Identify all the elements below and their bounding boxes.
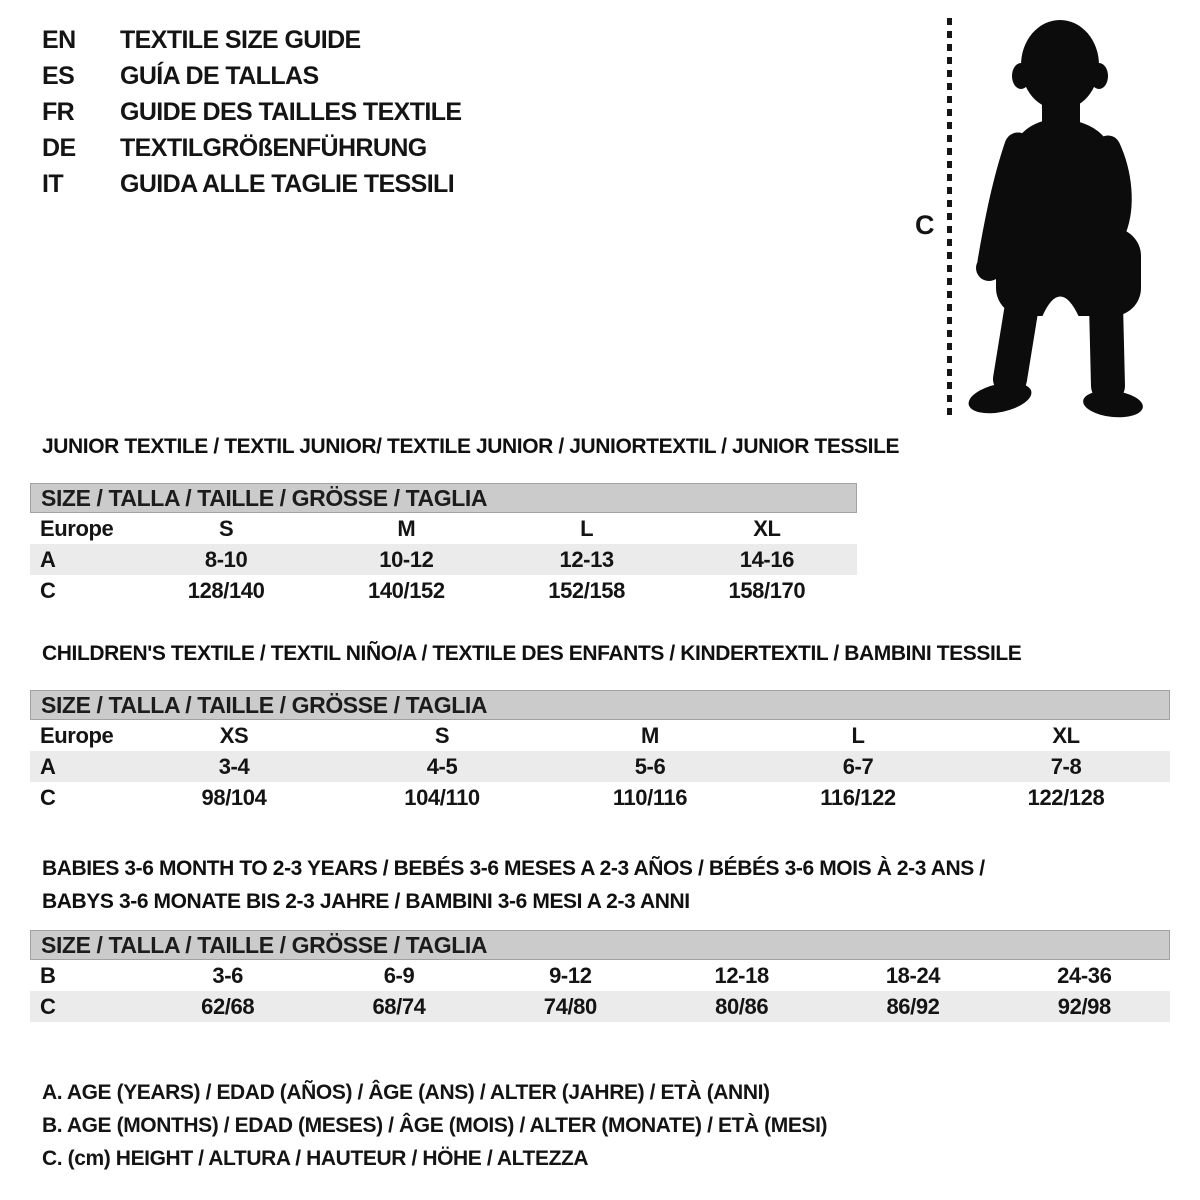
babies-textile-section [30,852,1170,1022]
junior-row-age [30,544,857,575]
age-value: 8-10 [204,546,248,572]
children-row-europe [30,720,1170,751]
junior-size-header-bar: SIZE / TALLA / TAILLE / GRÖSSE / TAGLIA [30,483,857,513]
guide-title-en: TEXTILE SIZE GUIDE [120,25,361,54]
babies-row-height [30,991,1170,1022]
row-label: C [40,784,56,810]
height-value: 122/128 [1027,784,1105,810]
age-value: 12-13 [559,546,614,572]
months-value: 18-24 [885,962,941,988]
children-section-title: CHILDREN'S TEXTILE / TEXTIL NIÑO/A / TEXTILE DES ENFANTS / KINDERTEXTIL / BAMBINI TESSILE [42,642,1022,665]
height-value: 74/80 [543,993,597,1019]
guide-title-it: GUIDA ALLE TAGLIE TESSILI [120,169,455,198]
height-value: 68/74 [372,993,426,1019]
babies-size-header-bar: SIZE / TALLA / TAILLE / GRÖSSE / TAGLIA [30,930,1170,960]
language-row-it [42,166,462,202]
age-value: 4-5 [426,753,458,779]
babies-title-line-1: BABIES 3-6 MONTH TO 2-3 YEARS / BEBÉS 3-6 MESES A 2-3 AÑOS / BÉBÉS 3-6 MOIS À 2-3 ANS / [42,857,985,880]
size-value: S [434,722,450,748]
height-value: 158/170 [728,577,806,603]
children-textile-section [30,643,1170,813]
size-value: XL [1052,722,1080,748]
height-value: 104/110 [404,784,480,810]
height-value: 140/152 [368,577,445,603]
junior-textile-section [30,435,900,606]
age-value: 10-12 [379,546,434,572]
height-value: 116/122 [820,784,896,810]
age-value: 14-16 [739,546,795,572]
months-value: 12-18 [714,962,769,988]
height-measure-dotted-line [947,18,952,418]
row-label: C [40,577,56,603]
height-value: 98/104 [201,784,267,810]
row-label: C [40,993,56,1019]
height-value: 92/98 [1057,993,1111,1019]
children-row-height [30,782,1170,813]
months-value: 24-36 [1057,962,1112,988]
row-label: B [40,962,56,988]
age-value: 7-8 [1050,753,1082,779]
months-value: 3-6 [212,962,243,988]
children-row-age [30,751,1170,782]
height-value: 62/68 [201,993,255,1019]
language-row-de [42,130,462,166]
size-value: L [851,722,865,748]
language-code-de: DE [42,133,76,162]
language-code-en: EN [42,25,76,54]
language-row-en [42,22,462,58]
row-label: A [40,546,56,572]
language-row-es [42,58,462,94]
junior-row-europe [30,513,857,544]
height-value: 80/86 [715,993,769,1019]
language-row-fr [42,94,462,130]
row-label: A [40,753,56,779]
junior-section-title: JUNIOR TEXTILE / TEXTIL JUNIOR/ TEXTILE JUNIOR / JUNIORTEXTIL / JUNIOR TESSILE [42,435,900,458]
row-label: Europe [40,515,114,541]
size-value: S [218,515,234,541]
legend-footnotes [42,1076,827,1175]
height-measure-label: C [915,210,935,240]
size-value: M [397,515,416,541]
babies-title-line-2: BABYS 3-6 MONATE BIS 2-3 JAHRE / BAMBINI 3-6 MESI A 2-3 ANNI [42,890,690,913]
age-value: 6-7 [842,753,874,779]
size-value: XS [219,722,249,748]
size-value: XL [753,515,781,541]
babies-row-months [30,960,1170,991]
language-code-it: IT [42,169,64,198]
children-size-header-bar: SIZE / TALLA / TAILLE / GRÖSSE / TAGLIA [30,690,1170,720]
height-value: 128/140 [187,577,265,603]
babies-section-title [42,852,1170,918]
language-code-fr: FR [42,97,75,126]
language-guide-list [42,22,462,202]
size-value: L [580,515,594,541]
height-value: 110/116 [612,784,688,810]
junior-row-height [30,575,857,606]
language-code-es: ES [42,61,75,90]
footnote-age-months: B. AGE (MONTHS) / EDAD (MESES) / ÂGE (MOIS) / ALTER (MONATE) / ETÀ (MESI) [42,1114,828,1137]
row-label: Europe [40,722,114,748]
guide-title-de: TEXTILGRÖßENFÜHRUNG [120,133,427,162]
months-value: 9-12 [549,962,592,988]
age-value: 5-6 [634,753,666,779]
guide-title-fr: GUIDE DES TAILLES TEXTILE [120,97,462,126]
footnote-age-years: A. AGE (YEARS) / EDAD (AÑOS) / ÂGE (ANS) / ALTER (JAHRE) / ETÀ (ANNI) [42,1081,770,1104]
size-value: M [641,722,659,748]
guide-title-es: GUÍA DE TALLAS [120,61,319,90]
age-value: 3-4 [218,753,250,779]
toddler-silhouette-icon [958,16,1148,421]
footnote-height-cm: C. (cm) HEIGHT / ALTURA / HAUTEUR / HÖHE / ALTEZZA [42,1147,589,1170]
height-value: 86/92 [886,993,940,1019]
height-value: 152/158 [548,577,625,603]
months-value: 6-9 [383,962,415,988]
